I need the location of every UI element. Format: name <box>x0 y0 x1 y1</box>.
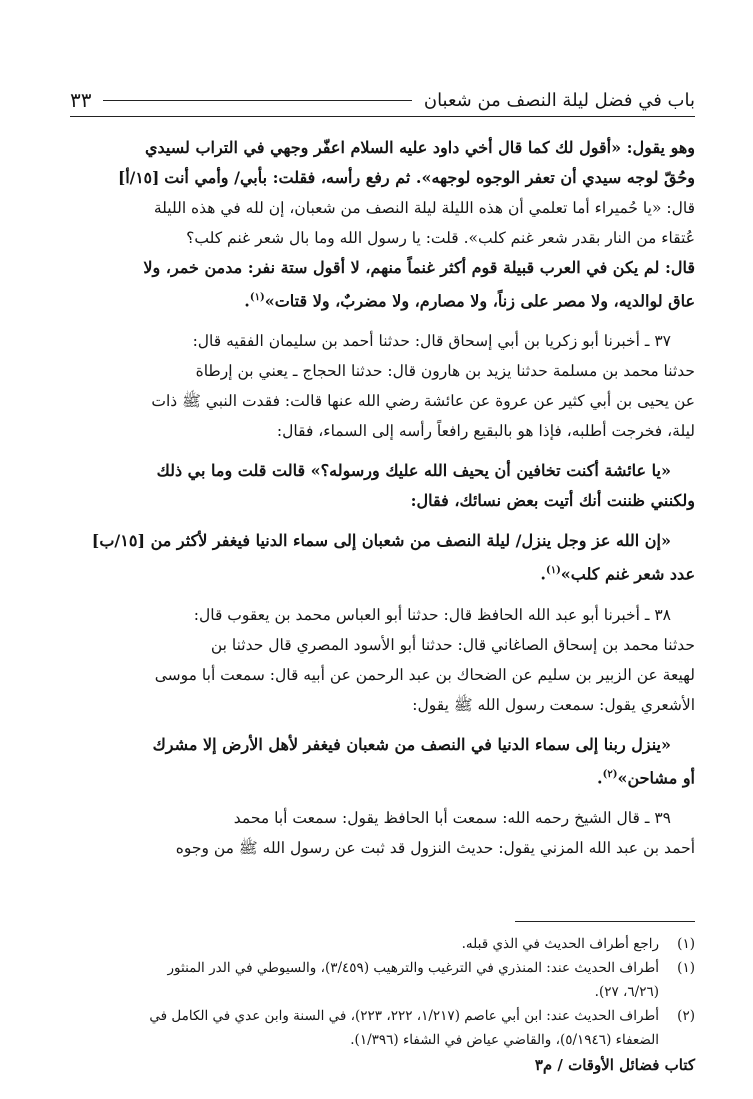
footnote-text: (٦/٢٦، ٢٧). <box>594 983 659 1000</box>
folio-marker: [١٥/ب] <box>91 531 146 551</box>
footnote-ref: (١) <box>249 292 265 303</box>
footnote <box>70 1004 695 1052</box>
text-line: ٣٧ ـ أخبرنا أبو زكريا بن أبي إسحاق قال: حدثنا أحمد بن سليمان الفقيه قال: <box>192 332 671 351</box>
text-line: وحُقّ لوجه سيدي أن تعفر الوجوه لوجهه». ثم رفع رأسه، فقلت: بأبي/ وأمي أنت [١٥/أ] <box>118 168 695 187</box>
footnote-mark: (١) <box>677 959 695 976</box>
book-signature: كتاب فضائل الأوقات / م٣ <box>534 1055 695 1074</box>
text-line: قال: لم يكن في العرب قبيلة قوم أكثر غنماً منهم، لا أقول ستة نفر: مدمن خمر، ولا <box>143 258 695 277</box>
text-line: «ينزل ربنا إلى سماء الدنيا في النصف من شعبان فيغفر لأهل الأرض إلا مشرك <box>152 734 671 754</box>
footnote-ref: (٢) <box>602 768 618 780</box>
book-page <box>70 88 695 1074</box>
paragraph-hadith-39 <box>70 803 695 863</box>
running-header <box>70 88 695 117</box>
footnote-separator <box>515 921 695 922</box>
text-line: ٣٨ ـ أخبرنا أبو عبد الله الحافظ قال: حدثنا أبو العباس محمد بن يعقوب قال: <box>193 605 671 624</box>
footnote-text: أطراف الحديث عند: ابن أبي عاصم (١/٢١٧، ٢٢٢، ٢٢٣)، في السنة وابن عدي في الكامل في <box>149 1007 659 1024</box>
footnote-mark: (١) <box>677 935 695 952</box>
text-line: لهيعة عن الزبير بن سليم عن الضحاك بن عبد الرحمن عن أبيه قال: سمعت أبا موسى <box>154 665 695 684</box>
text-line: حدثنا محمد بن إسحاق الصاغاني قال: حدثنا أبو الأسود المصري قال حدثنا بن <box>210 635 695 654</box>
footnote <box>70 956 695 1004</box>
header-rule <box>103 100 411 101</box>
text-line: وهو يقول: «أقول لك كما قال أخي داود عليه السلام اعفّر وجهي في التراب لسيدي <box>145 138 695 157</box>
folio-marker: [١٥/أ] <box>118 168 160 187</box>
footnotes <box>70 932 695 1052</box>
quote-hadith-38 <box>70 730 695 793</box>
text-line: عُتقاء من النار بقدر شعر غنم كلب». قلت: يا رسول الله وما بال شعر غنم كلب؟ <box>186 229 695 247</box>
text-line: عدد شعر غنم كلب»$^{(١)}$. <box>540 564 695 584</box>
text-line: ليلة، فخرجت أطلبه، فإذا هو بالبقيع رافعاً رأسه إلى السماء، فقال: <box>276 422 695 441</box>
footnote-ref: (١) <box>545 565 561 577</box>
text-line: عاق لوالديه، ولا مصر على زناً، ولا مصارم، ولا مضربٌ، ولا قتات»$^{(١)}$. <box>244 291 695 311</box>
text-line: أو مشاحن»$^{(٢)}$. <box>597 767 695 787</box>
text-line: قال: «يا حُميراء أما تعلمي أن هذه الليلة ليلة النصف من شعبان، إن لله في هذه الليلة <box>153 199 695 217</box>
text-line: «يا عائشة أكنت تخافين أن يحيف الله عليك ورسوله؟» قالت قلت وما بي ذلك <box>156 461 671 481</box>
text-line: أحمد بن عبد الله المزني يقول: حديث النزول قد ثبت عن رسول الله ﷺ من وجوه <box>175 838 695 857</box>
chapter-title: باب في فضل ليلة النصف من شعبان <box>423 89 695 111</box>
text-line: حدثنا محمد بن مسلمة حدثنا يزيد بن هارون قال: حدثنا الحجاج ـ يعني بن إرطاة <box>195 362 695 381</box>
quote-hadith-37a <box>70 456 695 516</box>
footnote-text: أطراف الحديث عند: المنذري في الترغيب والترهيب (٣/٤٥٩)، والسيوطي في الدر المنثور <box>167 959 659 976</box>
footnote-text: راجع أطراف الحديث في الذي قبله. <box>461 935 659 952</box>
text-line: ولكنني ظننت أنك أتيت بعض نسائك، فقال: <box>410 491 695 511</box>
footnote-text: الضعفاء (٥/١٩٤٦)، والقاضي عياض في الشفاء (١/٣٩٦). <box>350 1031 659 1048</box>
paragraph-hadith-38 <box>70 600 695 720</box>
paragraph-hadith-36-end <box>70 133 695 316</box>
text-line: ٣٩ ـ قال الشيخ رحمه الله: سمعت أبا الحافظ يقول: سمعت أبا محمد <box>233 808 671 827</box>
footnote <box>70 932 695 956</box>
quote-hadith-37b <box>70 526 695 589</box>
paragraph-hadith-37 <box>70 326 695 446</box>
text-line: عن يحيى بن أبي كثير عن عروة عن عائشة رضي الله عنها قالت: فقدت النبي ﷺ ذات <box>151 392 695 411</box>
text-line: «إن الله عز وجل ينزل/ ليلة النصف من شعبان إلى سماء الدنيا فيغفر لأكثر من [١٥/ب] <box>91 531 671 551</box>
page-number: ٣٣ <box>70 88 92 112</box>
footnote-mark: (٢) <box>677 1007 695 1024</box>
text-line: الأشعري يقول: سمعت رسول الله ﷺ يقول: <box>412 695 695 714</box>
